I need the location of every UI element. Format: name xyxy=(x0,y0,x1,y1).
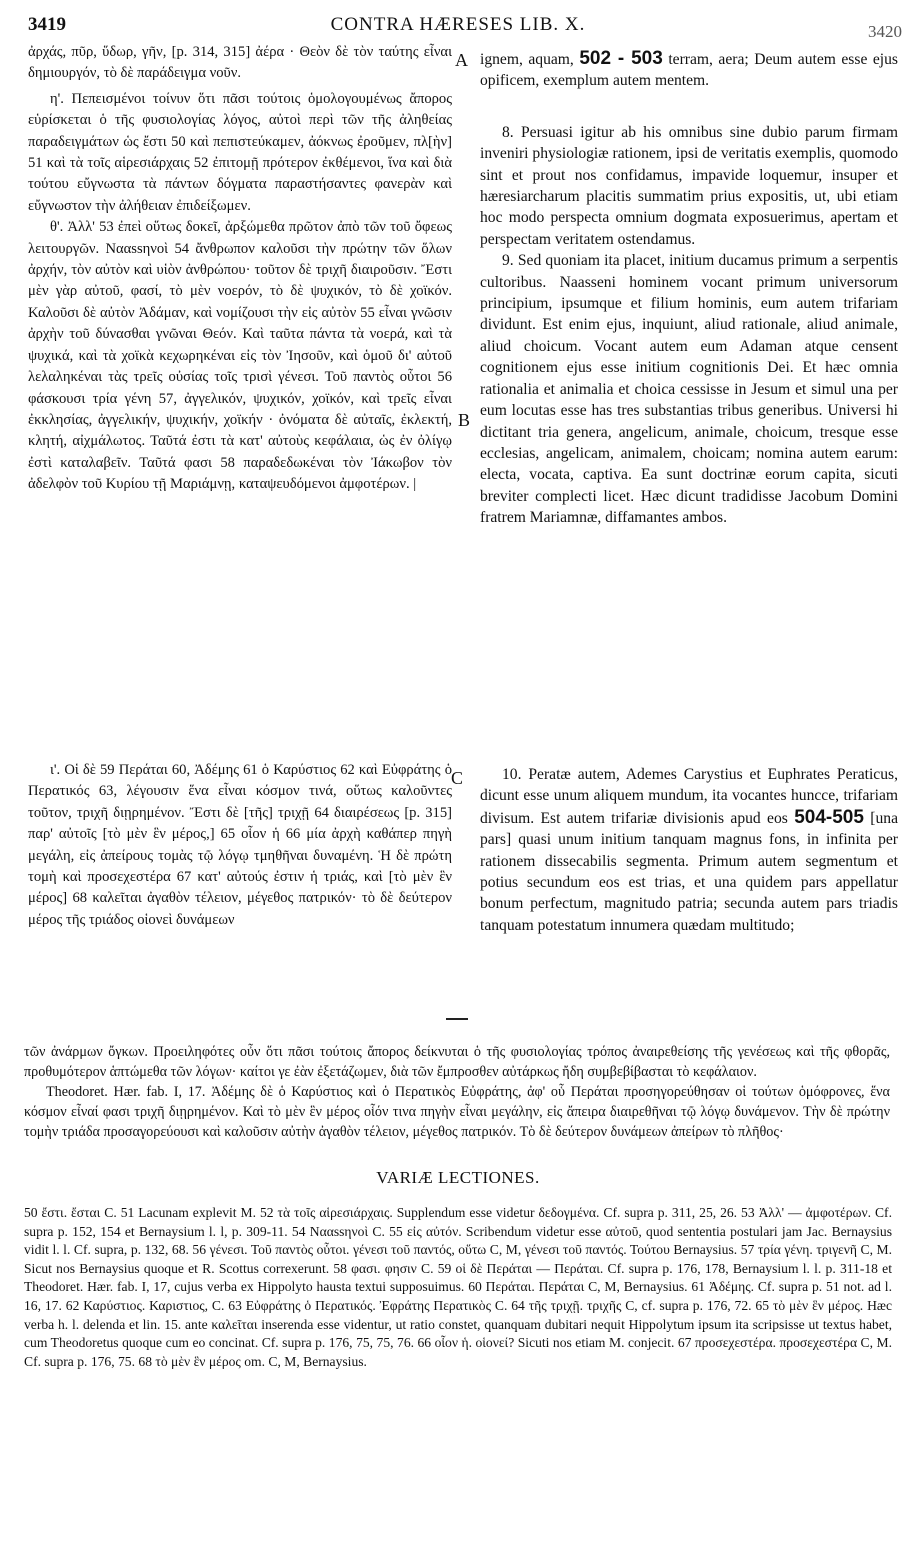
greek-paragraph-8: η'. Πεπεισμένοι τοίνυν ὅτι πᾶσι τούτοις ὁμολογουμένως ἄπορος εὑρίσκεται ὁ τῆς φυσιολογίας λόγος, αὐτοὶ περὶ τῶν τῆς ἀληθείας παραδειγμάτων ὡς ἔστι 50 καὶ πεπιστεύκαμεν, ἀόκνως ἐροῦμεν, πλ[ὴν] 51 καὶ τὰ τοῖς αἱρεσιάρχαις 52 ἐπιτομῇ πρότερον ἐκθέμενοι, ἵνα καὶ διὰ τούτου εὔγνωστα τὰ πάντων δόγματα παραστήσαντες φανερὰν καὶ εὔγνωστον τὴν ἀλήθειαν ἐπιδείξωμεν. xyxy=(28,90,452,214)
note-theodoret: Theodoret. Hær. fab. I, 17. Ἀδέμης δὲ ὁ Καρύστιος καὶ ὁ Περατικὸς Εὐφράτης, ἀφ' οὗ Περάται προσηγορεύθησαν οἱ τούτων ὁμόφρονες, ἕνα κόσμον εἶναί φασι τριχῆ διῃρημένον. Καὶ τὸ μὲν ἓν μέρος οἷόν τινα πηγὴν εἶναι μεγάλην, εἰς ἄπειρα διαιρεθῆναι τῷ λόγῳ δυνάμενον. Τὴν δὲ πρώτην τομὴν τριάδα προσαγορεύουσι καὶ καλοῦσιν αὐτὴν ἀγαθὸν τέλειον, μέγεθος πατρικόν. Τὸ δὲ δεύτερον δυνάμεων ἀπείρων τὸ πλῆθος· xyxy=(24,1084,890,1140)
variae-text: 50 ἔστι. ἔσται C. 51 Lacunam explevit M. 52 τὰ τοῖς αἱρεσιάρχαις. Supplendum esse videtur δεδογμένα. Cf. supra p. 311, 25, 26. 53 Ἀλλ' — ἀμφοτέρων. Cf. supra p. 152, 154 et Bernaysium l. l, p. 309-11. 54 Νααssηνοὶ C. 55 εἰς αὐτόν. Scribendum videtur esse αὐτοῦ, quod sententia postulari jam Jac. Bernaysius vidit l. l. Cf. supra, p. 132, 68. 56 γένεσι. Τοῦ παντὸς οὗτοι. γένεσι τοῦ παντός, οὕτω C, M, γένεσι τοῦ παντός. Τούτου Bernaysius. 57 τρία γένη. τριγενῆ C, M. Sicut nos Bernaysius quoque et R. Scottus correxerunt. 58 φασι. φησιν C. 59 οἱ δὲ Περάται — Περάται. Cf. supra p. 176, 178, Bernaysium l. l. p. 311-18 et Theodoret. Hær. fab. I, 17, cujus verba ex Hippolyto hausta textui supposuimus. 60 Περάται. Πεpάται C, M, Bernaysius. 61 Ἀδέμης. Cf. supra p. 51 not. ad l. 16, 17. 62 Καρύστιος. Καριστιος, C. 63 Εὐφράτης ὁ Περατικός. Ἐφράτης Περατικὸς C. 64 τῆς τριχῇ. τριχῆς C, cf. supra p. 176, 72. 65 τὸ μὲν ἓν μέρος. Hæc verba h. l. delenda et lin. 15. ante καλεῖται inserenda esse videntur, ut ratio constet, quanquam dubitari nequit Hippolytum ipsum ita scripsisse ut textus habet, cum Theodoretus quoque cum eo concinat. Cf. supra p. 176, 75, 75, 76. 66 οἷον ἡ. οἱονεί? Sicuti nos etiam M. conjecit. 67 προσεχεστέρα. προσεχεστέρα C, M. Cf. supra p. 176, 75. 68 τὸ μὲν ἓν μέρος om. C, M, Bernaysius. xyxy=(24,1205,892,1369)
column-number-504-505: 504-505 xyxy=(794,806,864,828)
section-divider xyxy=(446,1018,468,1020)
variae-lectiones-notes xyxy=(24,1204,892,1371)
note-greek-continuation: τῶν ἀνάρμων ὄγκων. Προειληφότες οὖν ὅτι πᾶσι τούτοις ἄπορος δείκνυται ὁ τῆς φυσιολογίας τρόπος ἀναιρεθείσης τῆς γενέσεως καὶ τῆς φθορᾶς, προθυμότερον ἁπτώμεθα τῶν λόγων· καίτοι γε ἐὰν ἐξετάζωμεν, διὰ τῶν ἔμπροσθεν αὐτάρκως ἤδη συμβεβίβασται τὸ κεφάλαιον. xyxy=(24,1044,890,1080)
running-title: CONTRA HÆRESES LIB. X. xyxy=(330,14,586,35)
greek-paragraph-10: ι'. Οἱ δὲ 59 Περάται 60, Ἀδέμης 61 ὁ Καρύστιος 62 καὶ Εὐφράτης ὁ Περατικός 63, λέγουσιν ἕνα εἶναι κόσμον τινά, οὕτως καλοῦντες τοῦτον, τριχῆ διῃρημένον. Ἔστι δὲ [τῆς] τριχῇ 64 διαιρέσεως [p. 315] παρ' αὐτοῖς [τὸ μὲν ἓν μέρος,] 65 οἷον ἡ 66 μία ἀρχὴ καθάπερ πηγὴ μεγάλη, εἰς ἀπείρους τομὰς τῷ λόγῳ τμηθῆναι δυναμένη. Ἡ δὲ πρώτη τομὴ καὶ προσεχεστέρα 67 κατ' αὐτούς ἐστιν ἡ τριάς, καὶ [τὸ μὲν ἓν μέρος] 68 καλεῖται ἀγαθὸν τέλειον, μέγεθος πατρικόν· τὸ δὲ δεύτερον μέρος τῆς τριάδος οἱονεὶ δυνάμεων xyxy=(28,762,452,928)
latin-paragraph-intro: ignem, aquam, 502 - 503 terram, aera; Deum autem esse ejus opificem, exemplum autem mentem. xyxy=(480,48,898,90)
page-number-right: 3420 xyxy=(868,22,902,41)
latin-column-top xyxy=(480,48,898,529)
latin-paragraph-9: 9. Sed quoniam ita placet, initium ducamus primum a serpentis cultoribus. Naasseni hominem vocant primum universorum principium, ipsumque et filium hominis, eum autem trifariam dividunt. Est enim ejus, inquiunt, aliud rationale, aliud animale, aliud choicum. Vocant autem eum Adaman atque censent cognitionem ejus esse initium cognitionis Dei. Et hæc omnia rationalia et animalia et choica cessisse in Jesum et simul una per eum locutas esse has tres substantias tribus generibus. Universi hi dictitant tria genera, angelicum, animale, choicum, tresque esse ecclesias, angelicam, animalem, choicam; nomina autem earum: electa, vocata, captiva. Ea sunt doctrinæ eorum capita, sicuti breviter complecti licet. Hæc dicunt tradidisse Jacobum Domini fratrem Mariamnæ, diffamantes ambos. xyxy=(480,252,898,527)
column-number-502-503: 502 - 503 xyxy=(579,48,663,69)
margin-marker-c: C xyxy=(451,768,464,788)
running-header xyxy=(0,8,916,44)
latin-column-bottom xyxy=(480,764,898,936)
margin-marker-a: A xyxy=(455,50,468,70)
greek-paragraph-9: θ'. Ἀλλ' 53 ἐπεὶ οὕτως δοκεῖ, ἀρξώμεθα πρῶτον ἀπὸ τῶν τοῦ ὄφεως λειτουργῶν. Νααssηνοὶ 54 ἄνθρωπον καλοῦσι τὴν πρώτην τῶν ὅλων ἀρχήν, τὸν αὐτὸν καὶ υἱὸν ἀνθρώπου· τοῦτον δὲ τριχῆ διαιροῦσιν. Ἔστι μὲν γὰρ αὐτοῦ, φασί, τὸ μὲν νοερόν, τὸ δὲ ψυχικόν, τὸ δὲ χοϊκόν. Καλοῦσι δὲ αὐτὸν Ἀδάμαν, καὶ νομίζουσι τὴν εἰς αὐτὸν 55 εἶναι γνῶσιν ἀρχὴν τοῦ δύνασθαι γνῶναι Θεόν. Καὶ ταῦτα πάντα τὰ νοερά, καὶ τὰ ψυχικά, καὶ τὰ χοϊκὰ κεχωρηκέναι εἰς τὸν Ἰησοῦν, καὶ ὁμοῦ δι' αὐτοῦ λελαληκέναι τὰς τρεῖς οὐσίας τοῖς τρισὶ γένεσι. Τοῦ παντὸς οὗτοι 56 φάσκουσι τρία γένη 57, ἀγγελικόν, ψυχικόν, χοϊκόν, καὶ τρεῖς εἶναι ἐκκλησίας, ἀγγελικήν, ψυχικήν, χοϊκήν · ὀνόματα δὲ αὐταῖς, ἐκλεκτή, κλητή, αἰχμάλωτος. Ταῦτά ἐστι τὰ κατ' αὐτοὺς κεφάλαια, ὡς ἐν ὀλίγῳ ἐστὶ καταλαβεῖν. Ταῦτά φασι 58 παραδεδωκέναι τὸν Ἰάκωβον τὸν ἀδελφὸν τοῦ Κυρίου τῇ Μαριάμνῃ, καταψευδόμενοι ἀμφοτέρων. | xyxy=(28,219,452,493)
margin-marker-b: B xyxy=(458,410,471,430)
page-number-left: 3419 xyxy=(28,14,66,35)
variae-lectiones-title: VARIÆ LECTIONES. xyxy=(376,1168,540,1187)
greek-column-top xyxy=(28,42,452,496)
source-notes xyxy=(24,1042,890,1142)
greek-column-bottom xyxy=(28,760,452,931)
greek-paragraph-intro: ἀρχάς, πῦρ, ὕδωρ, γῆν, [p. 314, 315] ἀέρα · Θεὸν δὲ τὸν ταύτης εἶναι δημιουργόν, τὸ δὲ παράδειγμα νοῦν. xyxy=(28,44,452,82)
latin-paragraph-10: 10. Peratæ autem, Ademes Carystius et Euphrates Peraticus, dicunt esse unum aliquem mundum, ita vocantes huncce, trifariam divisum. Est autem trifariæ divisionis apud eos 504-505 [una pars] quasi unum initium tanquam magnus fons, in infinita per rationem dissecabilis segmenta. Primum autem segmentum et potius secundum eos est trias, et una quidem pars appellatur bonum perfectum, magnitudo patria; secunda autem pars triadis tanquam potestatum innumera quædam multitudo; xyxy=(480,766,898,934)
latin-paragraph-8: 8. Persuasi igitur ab his omnibus sine dubio parum firmam inveniri physiologiæ rationem, ipsi de veritatis exemplis, quomodo sint et prout nos confidamus, impavide loquemur, insuper et hæresiarcharum placitis summatim prius expositis, ut, ubi etiam hoc modo perspecta omnium dogmata exposuerimus, apertam et perspectam veritatem ostendamus. xyxy=(480,123,898,248)
